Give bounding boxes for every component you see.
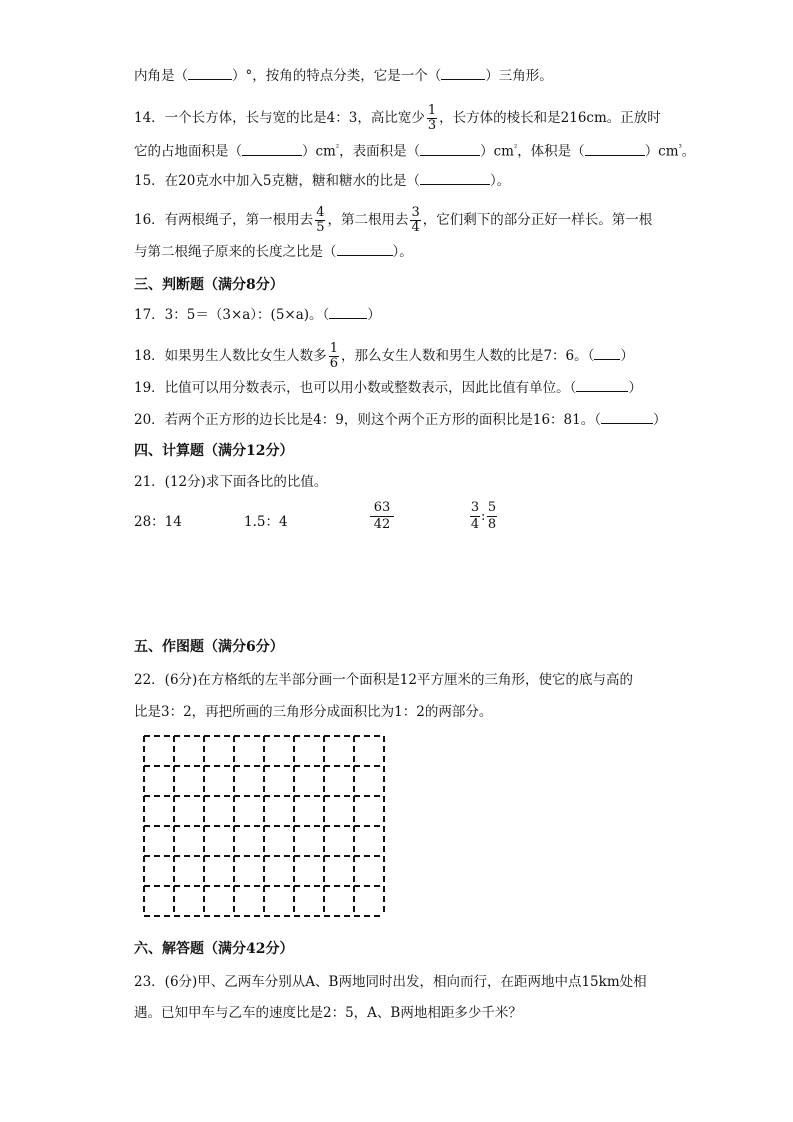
answer-blank[interactable] [337, 243, 393, 256]
answer-blank[interactable] [585, 143, 645, 156]
answer-blank[interactable] [420, 143, 480, 156]
section-heading-6: 六、解答题（满分42分） [134, 941, 294, 957]
calc-item-4-fraction-b: $\frac{5}{8}$ [487, 500, 497, 532]
fraction-one-third: $\frac{1}{3}$ [427, 103, 437, 133]
question-23-line1: 23．(6分)甲、乙两车分别从A、B两地同时出发，相向而行，在距两地中点15km处相 [134, 974, 647, 990]
answer-blank[interactable] [420, 172, 490, 185]
calc-item-1: 28：14 [134, 514, 182, 530]
section-heading-3: 三、判断题（满分8分） [134, 277, 284, 293]
fraction-one-sixth: $\frac{1}{6}$ [329, 341, 338, 371]
calc-item-4-fraction-a: $\frac{3}{4}$ [470, 500, 480, 532]
question-15: 15．在20克水中加入5克糖，糖和糖水的比是（ ）。 [134, 173, 511, 189]
question-21: 21．(12分)求下面各比的比值。 [134, 474, 328, 490]
fraction-four-fifths: $\frac{4}{5}$ [316, 205, 325, 235]
dashed-grid-paper[interactable] [142, 734, 386, 918]
calc-item-3-fraction: $\frac{63}{42}$ [370, 500, 394, 533]
question-22-line1: 22．(6分)在方格纸的左半部分画一个面积是12平方厘米的三角形，使它的底与高的 [134, 672, 633, 688]
question-20: 20．若两个正方形的边长比是4：9，则这个两个正方形的面积比是16：81。（ ） [134, 412, 667, 428]
answer-blank[interactable] [576, 379, 628, 392]
fraction-three-quarters: $\frac{3}{4}$ [411, 205, 420, 235]
question-23-line2: 遇。已知甲车与乙车的速度比是2：5，A、B两地相距多少千米？ [134, 1005, 522, 1021]
question-19: 19．比值可以用分数表示，也可以用小数或整数表示，因此比值有单位。（ ） [134, 380, 642, 396]
answer-blank[interactable] [601, 411, 653, 424]
question-14-line1: 14．一个长方体，长与宽的比是4：3，高比宽少 $\frac{1}{3}$ ，长方体的棱长和是216cm。正放时 [134, 103, 661, 133]
answer-blank[interactable] [441, 67, 485, 80]
question-17: 17．3：5＝（3×a）：(5×a)。（ ） [134, 307, 381, 323]
answer-blank[interactable] [188, 67, 232, 80]
calc-item-4-colon: : [481, 509, 486, 524]
calc-item-2: 1.5：4 [244, 514, 288, 530]
answer-blank[interactable] [329, 306, 367, 319]
section-heading-4: 四、计算题（满分12分） [134, 443, 294, 459]
question-18: 18．如果男生人数比女生人数多 $\frac{1}{6}$ ，那么女生人数和男生人数的比是7：6。（ ） [134, 341, 634, 371]
question-22-line2: 比是3：2，再把所画的三角形分成面积比为1：2的两部分。 [134, 704, 493, 720]
question-16-line2: 与第二根绳子原来的长度之比是（ ）。 [134, 244, 413, 260]
question-16-line1: 16．有两根绳子，第一根用去 $\frac{4}{5}$ ，第二根用去 $\frac{3}{4}$ ，它们剩下的部分正好一样长。第一根 [134, 205, 653, 235]
section-heading-5: 五、作图题（满分6分） [134, 639, 284, 655]
answer-blank[interactable] [242, 143, 302, 156]
answer-blank[interactable] [594, 347, 620, 360]
question-14-line2: 它的占地面积是（ ）$cm^{^2}$，表面积是（ ）$cm^{^2}$，体积是（ ）$cm^{^3}$。 [134, 143, 696, 160]
q13-tail: 内角是（ ）°，按角的特点分类，它是一个（ ）三角形。 [134, 68, 553, 84]
